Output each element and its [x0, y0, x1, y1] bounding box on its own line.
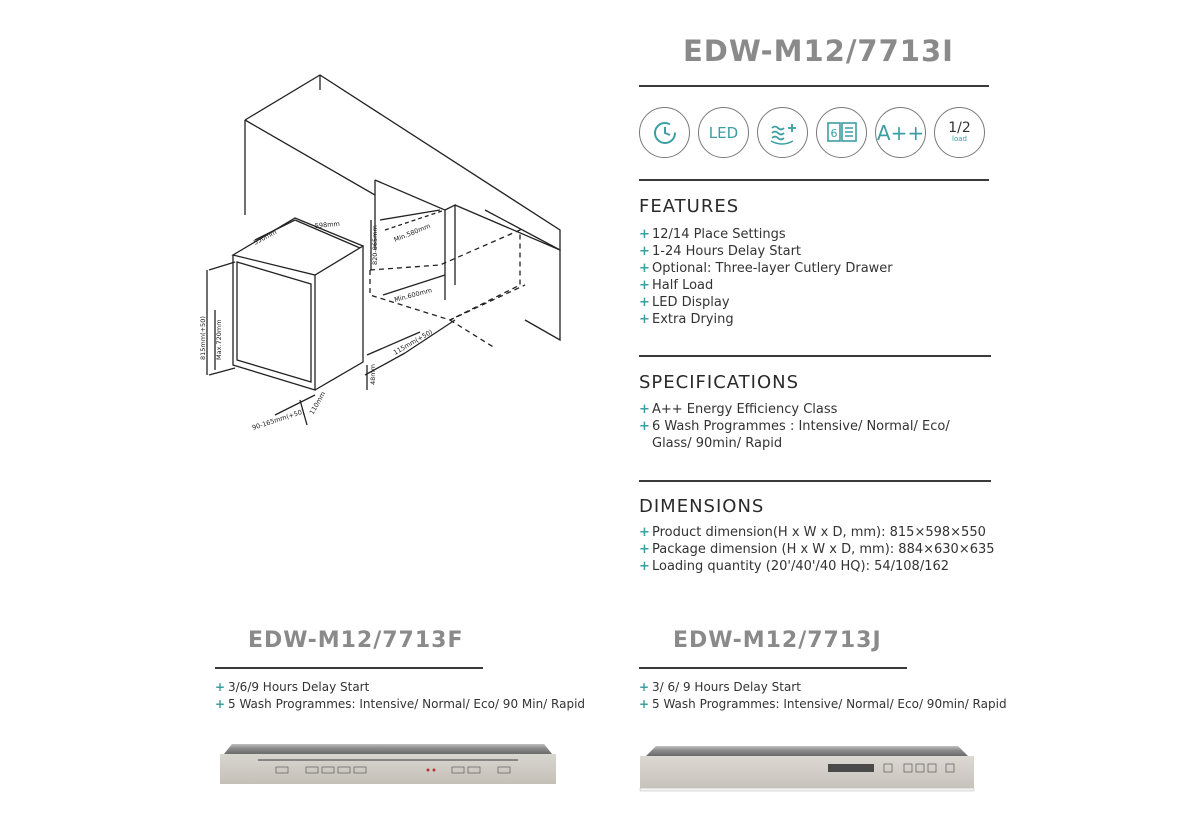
dim-plinth: 115mm(+50) [392, 327, 434, 357]
list-item: + Loading quantity (20'/40'/40 HQ): 54/108/162 [639, 558, 995, 575]
list-item: + Package dimension (H x W x D, mm): 884×630×635 [639, 541, 995, 558]
dim-total-height: 815mm(+50) [199, 316, 207, 360]
list-item: + Product dimension(H x W x D, mm): 815×598×550 [639, 524, 995, 541]
variant-j-title: EDW-M12/7713J [673, 628, 882, 653]
dim-plinth-height: 48mm [369, 364, 377, 385]
variant-f-list [215, 679, 585, 713]
dimensions-list [639, 524, 995, 575]
list-item: + Half Load [639, 277, 893, 294]
dimensions-title: DIMENSIONS [639, 496, 765, 517]
dim-depth: 550mm [252, 227, 279, 247]
list-item: + 3/ 6/ 9 Hours Delay Start [639, 679, 1007, 696]
installation-drawing [195, 70, 595, 440]
specifications-list [639, 401, 950, 452]
variant-f-divider [215, 667, 483, 669]
extra-drying-icon [757, 107, 808, 158]
delay-timer-icon [639, 107, 690, 158]
svg-text:6: 6 [830, 126, 837, 140]
dim-min-580: Min.580mm [392, 221, 432, 244]
wash-programmes-icon [816, 107, 867, 158]
led-icon: LED [698, 107, 749, 158]
list-item: + 5 Wash Programmes: Intensive/ Normal/ Eco/ 90 Min/ Rapid [215, 696, 585, 713]
main-model-title: EDW-M12/7713I [683, 34, 954, 68]
dim-width: 598mm [314, 219, 341, 230]
divider-4 [639, 480, 991, 482]
variant-j-divider [639, 667, 907, 669]
list-item: + A++ Energy Efficiency Class [639, 401, 950, 418]
list-item: + Extra Drying [639, 311, 893, 328]
divider-1 [639, 85, 989, 87]
list-item: + 1-24 Hours Delay Start [639, 243, 893, 260]
variant-f-control-panel [218, 740, 558, 790]
half-load-icon: 1/2 load [934, 107, 985, 158]
list-item: + Optional: Three-layer Cutlery Drawer [639, 260, 893, 277]
dim-max-height: Max.720mm [215, 319, 223, 360]
features-list [639, 226, 893, 328]
variant-f-title: EDW-M12/7713F [248, 628, 464, 653]
divider-3 [639, 355, 991, 357]
feature-icons [639, 107, 985, 158]
list-item: + 5 Wash Programmes: Intensive/ Normal/ Eco/ 90min/ Rapid [639, 696, 1007, 713]
dim-cabinet-height: 820-865mm [371, 225, 379, 265]
variant-j-control-panel [638, 744, 978, 794]
features-title: FEATURES [639, 196, 740, 217]
variant-j-list [639, 679, 1007, 713]
list-item: + LED Display [639, 294, 893, 311]
dim-door-gap: 90-165mm(+50) [251, 407, 306, 432]
energy-class-icon: A++ [875, 107, 926, 158]
list-item: + 12/14 Place Settings [639, 226, 893, 243]
dim-min-600: Min.600mm [393, 286, 433, 304]
divider-2 [639, 179, 989, 181]
list-item: + 3/6/9 Hours Delay Start [215, 679, 585, 696]
list-item: + 6 Wash Programmes : Intensive/ Normal/ Eco/ Glass/ 90min/ Rapid [639, 418, 950, 452]
dim-toe: 110mm [307, 390, 328, 416]
specifications-title: SPECIFICATIONS [639, 372, 800, 393]
